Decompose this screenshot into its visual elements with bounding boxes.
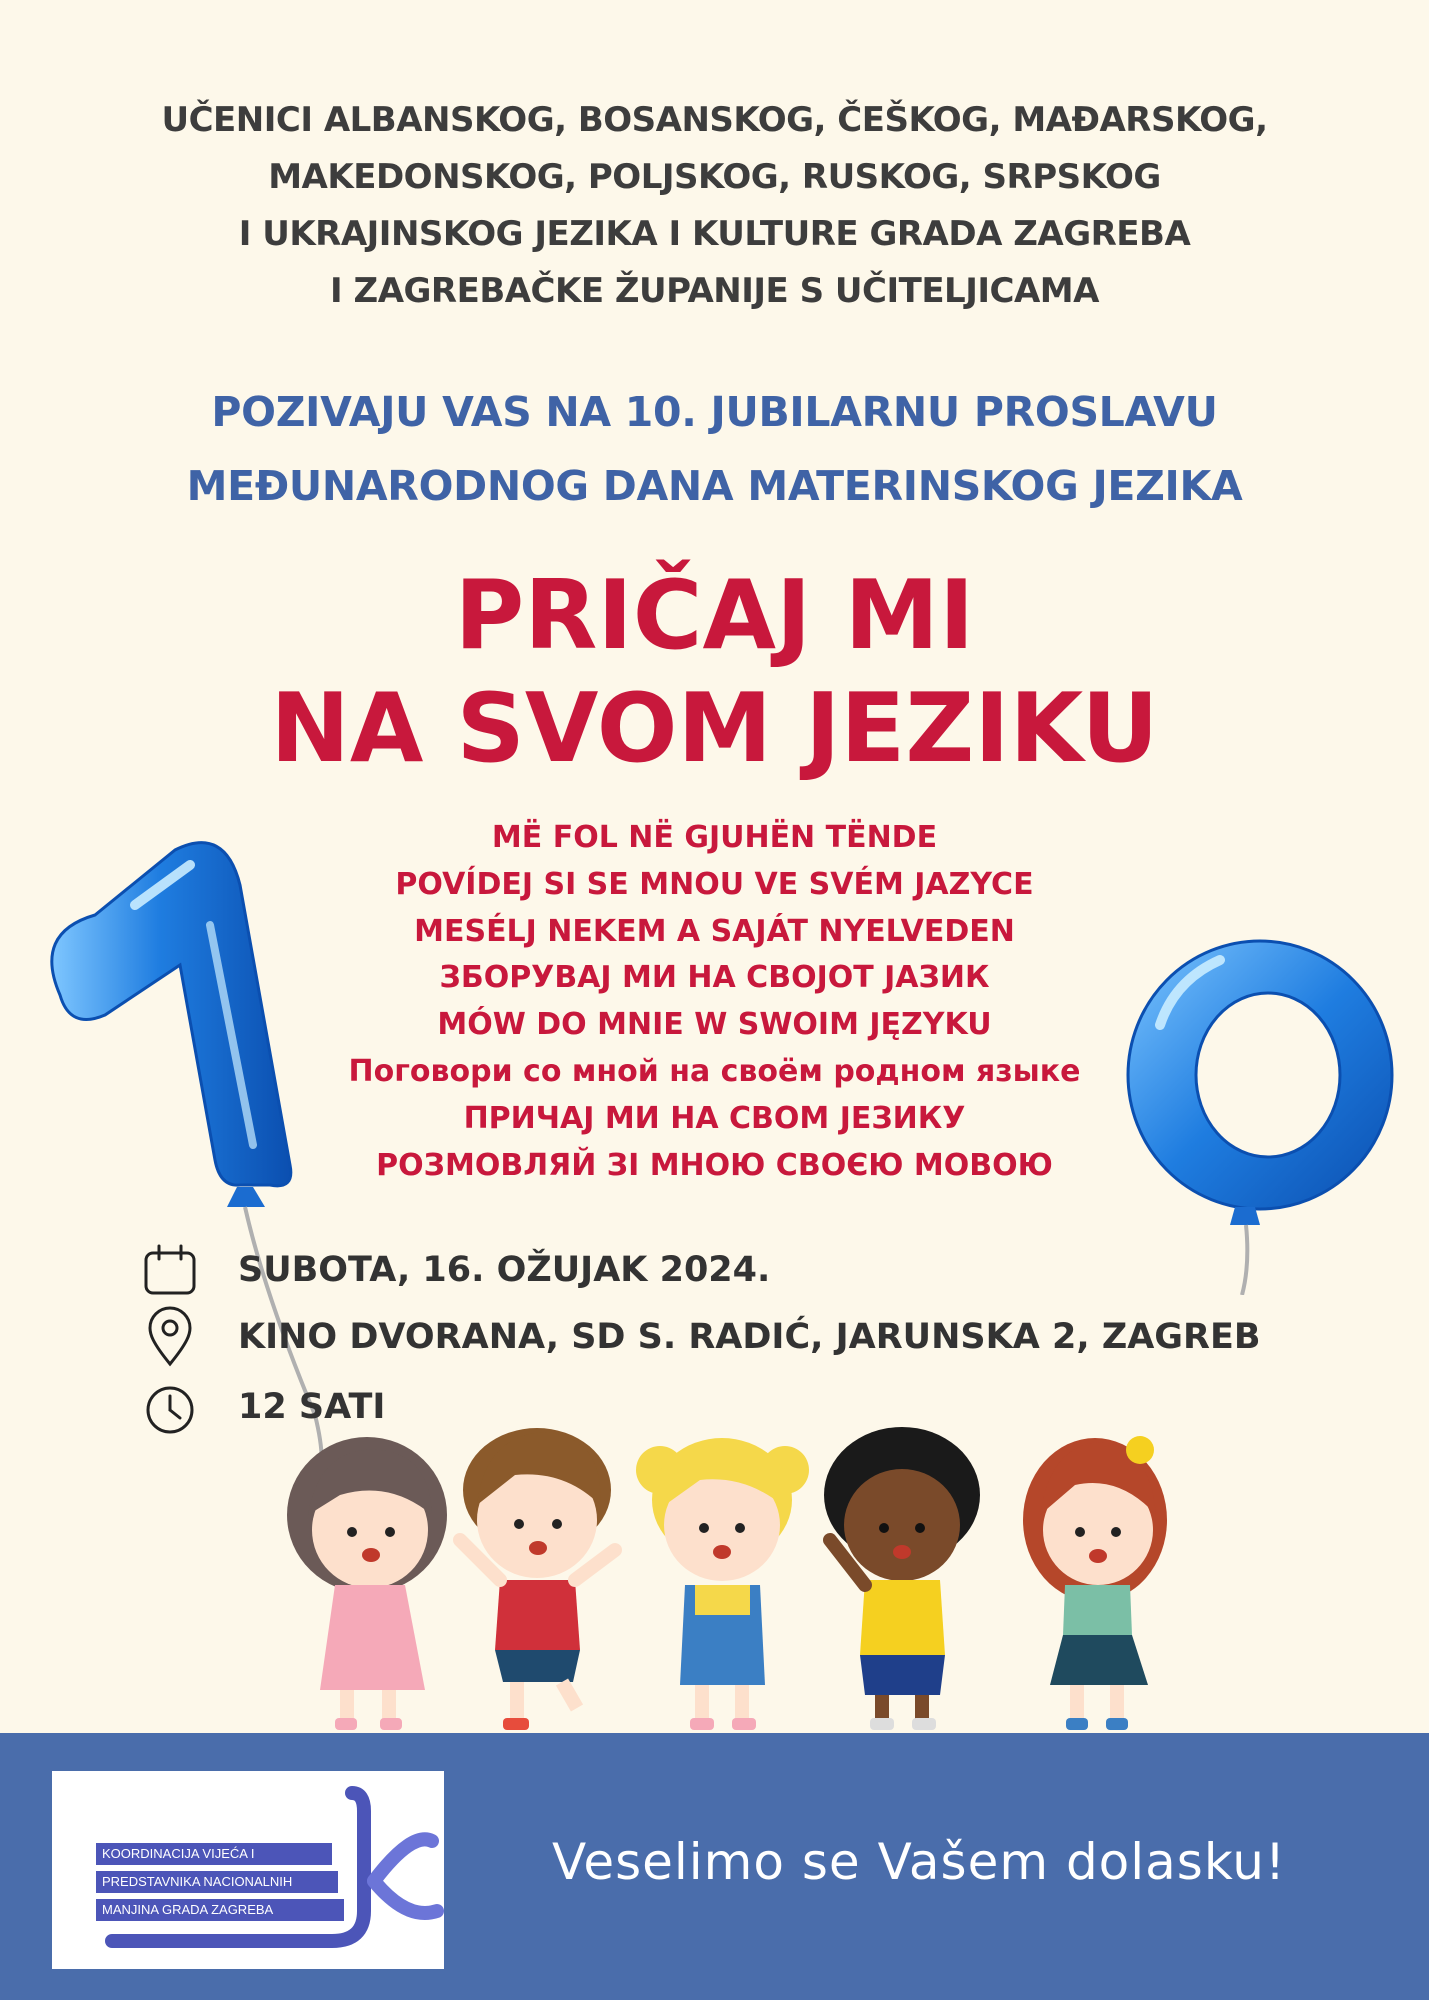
event-location: KINO DVORANA, SD S. RADIĆ, JARUNSKA 2, ZAGREB (238, 1317, 1261, 1357)
event-location-row (140, 1310, 1261, 1364)
kid-boy-red (460, 1428, 615, 1730)
phrase-russian: Поговори со мной на своём родном языке (348, 1053, 1081, 1089)
kid-girl-redhair (1023, 1436, 1167, 1730)
phrase-serbian: ПРИЧАЈ МИ НА СВОМ ЈЕЗИКУ (463, 1100, 966, 1136)
phrase-czech: POVÍDEJ SI SE MNOU VE SVÉM JAZYCE (395, 866, 1034, 902)
organizers-text (0, 92, 1429, 320)
logo-text-line: MANJINA GRADA ZAGREBA (96, 1899, 344, 1921)
translations-list (0, 815, 1429, 1189)
clock-icon (140, 1380, 200, 1434)
phrase-ukrainian: РОЗМОВЛЯЙ ЗІ МНОЮ СВОЄЮ МОВОЮ (376, 1147, 1053, 1183)
phrase-polish: MÓW DO MNIE W SWOIM JĘZYKU (437, 1007, 992, 1043)
intro-line: MAKEDONSKOG, POLJSKOG, RUSKOG, SRPSKOG (268, 157, 1161, 197)
footer-banner (0, 1733, 1429, 2000)
phrase-hungarian: MESÉLJ NEKEM A SAJÁT NYELVEDEN (414, 913, 1015, 949)
invitation-text (0, 375, 1429, 523)
event-date-row (140, 1243, 770, 1297)
event-title (0, 560, 1429, 786)
organization-logo (52, 1771, 444, 1969)
intro-line: I UKRAJINSKOG JEZIKA I KULTURE GRADA ZAGREBA (238, 214, 1191, 254)
title-line: NA SVOM JEZIKU (270, 674, 1159, 784)
invite-line: POZIVAJU VAS NA 10. JUBILARNU PROSLAVU (211, 388, 1218, 436)
intro-line: UČENICI ALBANSKOG, BOSANSKOG, ČEŠKOG, MAĐARSKOG, (161, 100, 1268, 140)
welcome-message: Veselimo se Vašem dolasku! (552, 1833, 1287, 1891)
invite-line: MEĐUNARODNOG DANA MATERINSKOG JEZIKA (186, 462, 1243, 510)
logo-mark-icon (52, 1771, 444, 1969)
children-illustration (280, 1420, 1220, 1740)
event-time: 12 SATI (238, 1387, 386, 1427)
event-date: SUBOTA, 16. OŽUJAK 2024. (238, 1250, 771, 1290)
phrase-albanian: MË FOL NË GJUHËN TËNDE (491, 820, 938, 855)
kid-boy-yellow (824, 1427, 980, 1730)
kid-girl-pink (287, 1437, 447, 1730)
calendar-icon (140, 1243, 200, 1297)
phrase-macedonian: ЗБОРУВАЈ МИ НА СВОЈОТ ЈАЗИК (439, 960, 990, 996)
kid-girl-blonde (636, 1438, 809, 1730)
map-pin-icon (140, 1310, 200, 1364)
logo-text-line: KOORDINACIJA VIJEĆA I (96, 1843, 332, 1865)
intro-line: I ZAGREBAČKE ŽUPANIJE S UČITELJICAMA (330, 271, 1099, 311)
title-line: PRIČAJ MI (454, 561, 975, 671)
logo-text-line: PREDSTAVNIKA NACIONALNIH (96, 1871, 338, 1893)
